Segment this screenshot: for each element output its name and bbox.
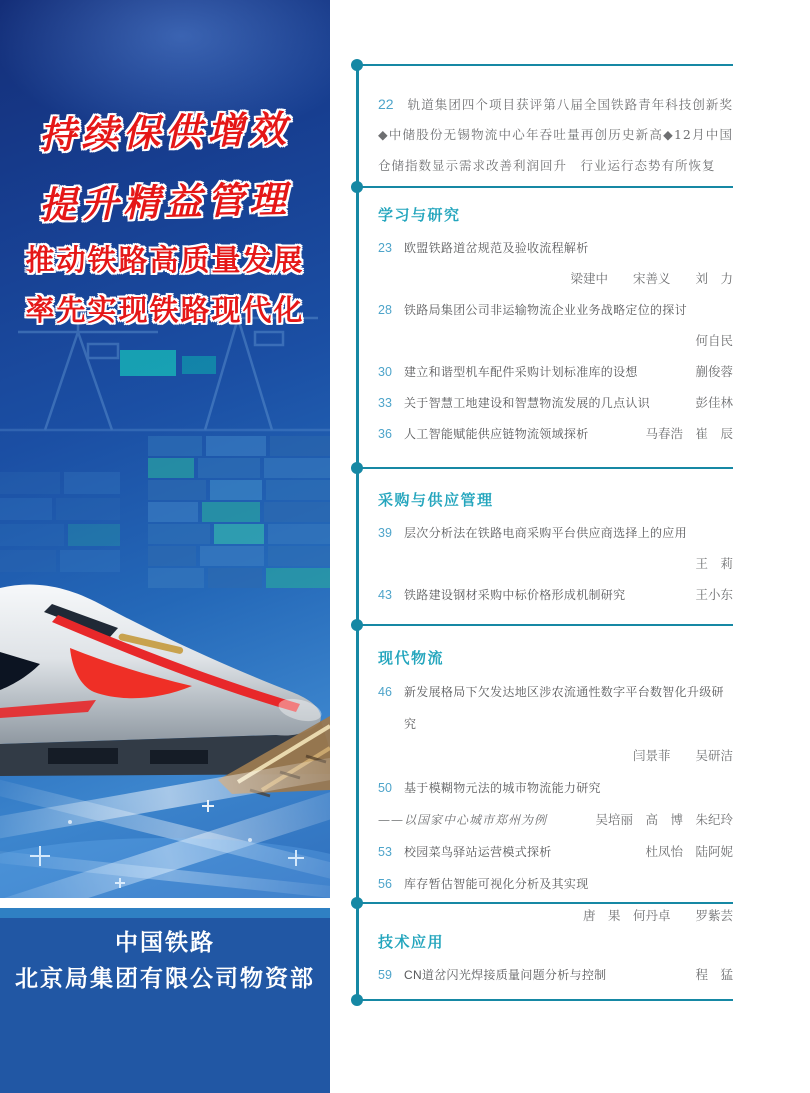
section-rule xyxy=(357,467,733,469)
section-rule xyxy=(357,624,733,626)
toc-entry xyxy=(378,836,733,868)
entry-page-number: 30 xyxy=(378,365,392,379)
entry-page-number: 28 xyxy=(378,303,392,317)
publisher-line1: 中国铁路 xyxy=(115,929,215,955)
entry-authors: 杜凤怡 陆阿妮 xyxy=(645,845,733,859)
entry-authors: 梁建中 宋善义 刘 力 xyxy=(570,272,733,286)
entry-authors: 程 猛 xyxy=(695,968,733,982)
section-title: 学习与研究 xyxy=(378,207,461,224)
entry-authors: 何自民 xyxy=(695,334,733,348)
entry-title: 铁路局集团公司非运输物流企业业务战略定位的探讨 xyxy=(404,303,687,317)
toc-entry xyxy=(378,960,733,991)
toc-entry xyxy=(378,357,733,388)
slogan-calligraphy-line2: 提升精益管理 xyxy=(38,176,292,228)
entry-title: 建立和谐型机车配件采购计划标准库的设想 xyxy=(404,365,638,379)
entry-title: 校园菜鸟驿站运营模式探析 xyxy=(404,845,552,859)
slogan-calligraphy-line1: 持续保供增效 xyxy=(38,106,292,158)
entry-authors: 王 莉 xyxy=(695,557,733,571)
toc-entry xyxy=(378,676,733,740)
entry-title: 基于模糊物元法的城市物流能力研究 xyxy=(404,781,601,795)
section-title: 采购与供应管理 xyxy=(378,492,494,509)
slogan-bold-line2: 率先实现铁路现代化 xyxy=(25,295,305,327)
entry-title: 人工智能赋能供应链物流领域探析 xyxy=(404,427,589,441)
entry-authors: 吴培丽 高 博 朱纪玲 xyxy=(595,813,733,827)
news-page-number: 22 xyxy=(378,95,394,112)
entry-page-number: 50 xyxy=(378,781,392,795)
toc-entry xyxy=(378,518,733,549)
entry-title: 新发展格局下欠发达地区涉农流通性数字平台数智化升级研究 xyxy=(404,685,724,731)
toc-entry xyxy=(378,233,733,264)
entry-authors: 马春浩 崔 辰 xyxy=(645,427,733,441)
toc-entry xyxy=(378,868,733,900)
entry-title: 铁路建设钢材采购中标价格形成机制研究 xyxy=(404,588,626,602)
entry-authors: 蒯俊蓉 xyxy=(695,365,733,379)
entry-title: 关于智慧工地建设和智慧物流发展的几点认识 xyxy=(404,396,651,410)
toc-entry-subtitle-row xyxy=(378,804,733,836)
section-rule xyxy=(357,999,733,1001)
toc-entry xyxy=(378,295,733,326)
cover-panel xyxy=(0,0,330,898)
toc-entry xyxy=(378,388,733,419)
container-stacks xyxy=(0,350,330,588)
entry-subtitle: ——以国家中心城市郑州为例 xyxy=(378,813,548,827)
entry-title: 库存暂估智能可视化分析及其实现 xyxy=(404,877,589,891)
news-digest xyxy=(378,89,733,182)
section-rule xyxy=(357,64,733,66)
toc-entry xyxy=(378,419,733,450)
entry-page-number: 36 xyxy=(378,427,392,441)
toc-vertical-line xyxy=(356,65,359,1000)
publisher-block xyxy=(0,918,330,1093)
entry-title: CN道岔闪光焊接质量问题分析与控制 xyxy=(404,968,607,982)
entry-page-number: 39 xyxy=(378,526,392,540)
entry-page-number: 53 xyxy=(378,845,392,859)
section-rule xyxy=(357,186,733,188)
cover-footer-band xyxy=(0,908,330,918)
section-title: 现代物流 xyxy=(378,650,445,667)
entry-page-number: 56 xyxy=(378,877,392,891)
entry-authors: 闫景菲 吴研洁 xyxy=(632,749,733,763)
toc-section xyxy=(378,932,733,991)
entry-authors: 唐 果 何丹卓 罗紫芸 xyxy=(582,909,733,923)
publisher-line2: 北京局集团有限公司物资部 xyxy=(15,965,315,991)
entry-title: 层次分析法在铁路电商采购平台供应商选择上的应用 xyxy=(404,526,687,540)
toc-entry xyxy=(378,772,733,804)
slogan-bold-line1: 推动铁路高质量发展 xyxy=(25,245,305,277)
news-text: 轨道集团四个项目获评第八届全国铁路青年科技创新奖◆中储股份无锡物流中心年吞吐量再创历史新高◆12月中国仓储指数显示需求改善利润回升 行业运行态势有所恢复 xyxy=(378,96,733,173)
toc-entry xyxy=(378,580,733,611)
toc-section xyxy=(378,490,733,611)
entry-title: 欧盟铁路道岔规范及验收流程解析 xyxy=(404,241,589,255)
entry-page-number: 46 xyxy=(378,685,392,699)
table-of-contents xyxy=(330,0,810,1093)
toc-section xyxy=(378,205,733,450)
entry-page-number: 33 xyxy=(378,396,392,410)
entry-page-number: 59 xyxy=(378,968,392,982)
entry-authors: 王小东 xyxy=(695,588,733,602)
entry-page-number: 23 xyxy=(378,241,392,255)
entry-authors: 彭佳林 xyxy=(695,396,733,410)
section-title: 技术应用 xyxy=(378,934,445,951)
toc-section xyxy=(378,648,733,932)
entry-page-number: 43 xyxy=(378,588,392,602)
cover-footer-divider xyxy=(0,898,330,908)
